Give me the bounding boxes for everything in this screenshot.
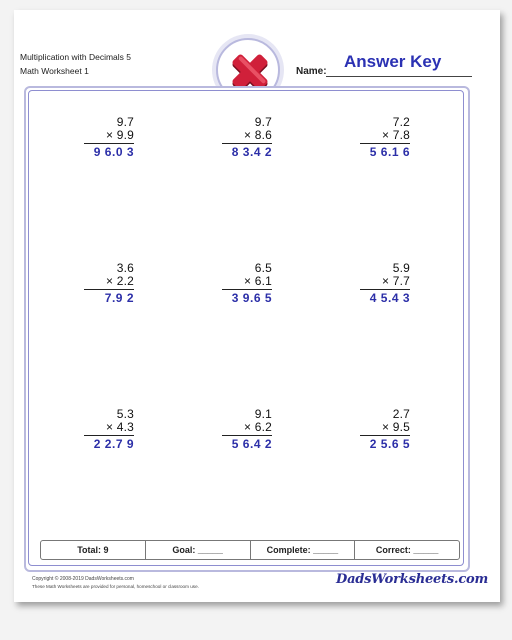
- site-logo: DadsWorksheets.com: [336, 572, 489, 587]
- score-bar: [40, 540, 460, 560]
- multiplier: × 6.1: [243, 274, 272, 288]
- correct-cell: Correct: _____: [354, 541, 459, 559]
- worksheet-title: Multiplication with Decimals 5: [20, 52, 132, 62]
- product-answer: 3 9.6 5: [231, 291, 272, 305]
- product-answer: 2 5.6 5: [369, 437, 410, 451]
- problem-rule: [222, 289, 272, 290]
- problem-rule: [84, 143, 134, 144]
- answer-key-text: Answer Key: [344, 52, 442, 71]
- total-cell: Total: 9: [77, 545, 109, 555]
- problem-8: [222, 408, 272, 451]
- product-answer: 4 5.4 3: [369, 291, 410, 305]
- problem-3: [360, 116, 410, 159]
- product-answer: 7.9 2: [104, 291, 134, 305]
- multiplier: × 6.2: [243, 420, 272, 434]
- multiplier: × 9.5: [381, 420, 410, 434]
- multiplier: × 2.2: [105, 274, 134, 288]
- product-answer: 2 2.7 9: [93, 437, 134, 451]
- multiplier: × 4.3: [105, 420, 134, 434]
- problem-rule: [84, 435, 134, 436]
- problem-rule: [84, 289, 134, 290]
- name-label: Name:: [296, 66, 327, 77]
- multiplier: × 9.9: [105, 128, 134, 142]
- multiplicand: 9.1: [254, 407, 272, 421]
- problem-rule: [222, 435, 272, 436]
- problem-rule: [360, 435, 410, 436]
- problem-rule: [360, 143, 410, 144]
- product-answer: 8 3.4 2: [231, 145, 272, 159]
- problem-5: [222, 262, 272, 305]
- problem-6: [360, 262, 410, 305]
- multiplier: × 7.7: [381, 274, 410, 288]
- multiplicand: 2.7: [392, 407, 410, 421]
- product-answer: 5 6.1 6: [369, 145, 410, 159]
- problem-9: [360, 408, 410, 451]
- problem-1: [84, 116, 134, 159]
- multiplicand: 5.9: [392, 261, 410, 275]
- multiplicand: 9.7: [254, 115, 272, 129]
- problem-2: [222, 116, 272, 159]
- multiplicand: 5.3: [116, 407, 134, 421]
- multiplicand: 7.2: [392, 115, 410, 129]
- problem-4: [84, 262, 134, 305]
- name-line: [326, 76, 472, 77]
- problem-rule: [222, 143, 272, 144]
- usage-notice: These Math Worksheets are provided for personal, homeschool or classroom use.: [32, 584, 199, 589]
- product-answer: 5 6.4 2: [231, 437, 272, 451]
- problem-rule: [360, 289, 410, 290]
- multiplicand: 6.5: [254, 261, 272, 275]
- problems-frame-inner: [28, 90, 464, 566]
- multiplier: × 8.6: [243, 128, 272, 142]
- worksheet-subtitle: Math Worksheet 1: [20, 66, 89, 76]
- problem-7: [84, 408, 134, 451]
- multiplier: × 7.8: [381, 128, 410, 142]
- multiplicand: 9.7: [116, 115, 134, 129]
- copyright-text: Copyright © 2008-2019 DadsWorksheets.com: [32, 576, 134, 582]
- goal-cell: Goal: _____: [145, 541, 250, 559]
- product-answer: 9 6.0 3: [93, 145, 134, 159]
- complete-cell: Complete: _____: [250, 541, 355, 559]
- multiplicand: 3.6: [116, 261, 134, 275]
